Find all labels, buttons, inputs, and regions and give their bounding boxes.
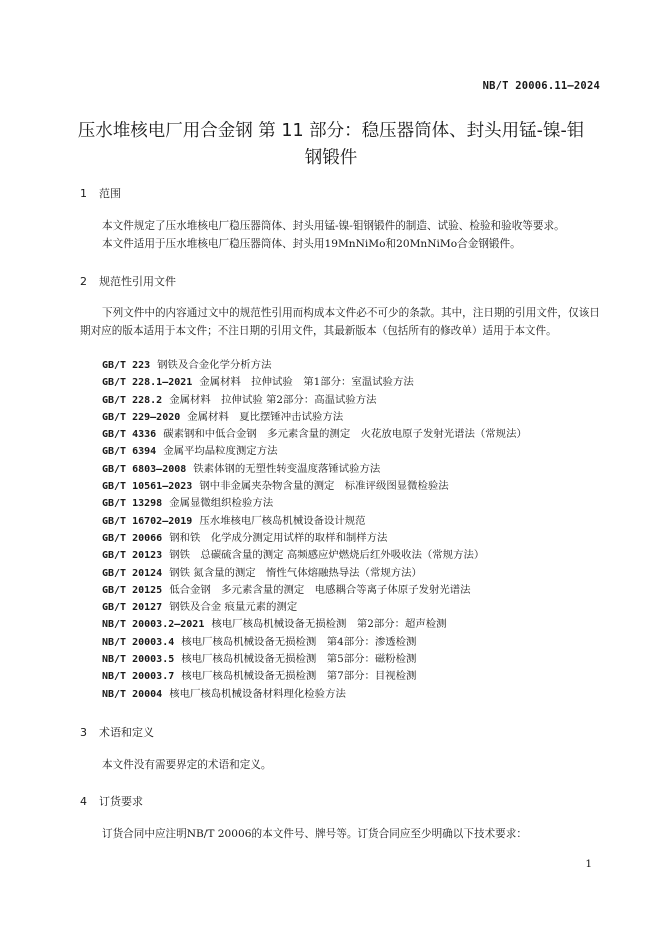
page-number: 1	[585, 858, 592, 870]
section-title: 规范性引用文件	[99, 275, 176, 288]
reference-title: 钢铁及合金化学分析方法	[157, 359, 272, 371]
section-number: 2	[80, 275, 87, 288]
reference-code: GB/T 223	[102, 360, 151, 371]
reference-code: GB/T 20123	[102, 550, 163, 562]
reference-title: 核电厂核岛机械设备无损检测 第4部分：渗透检测	[181, 635, 417, 648]
reference-code: GB/T 228.1—2021	[102, 377, 193, 389]
reference-title: 金属材料 拉伸试验 第1部分：室温试验方法	[199, 376, 414, 389]
paragraph: 下列文件中的内容通过文中的规范性引用而构成本文件必不可少的条款。其中，注日期的引用文件，仅该日期对应的版本适用于本文件；不注日期的引用文件，其最新版本（包括所有的修改单）适用于本文件。	[80, 307, 600, 337]
reference-code: GB/T 10561—2023	[102, 481, 193, 493]
section-4-heading	[80, 793, 143, 809]
reference-code: GB/T 16702—2019	[102, 515, 193, 527]
reference-item	[102, 426, 622, 443]
reference-item	[102, 547, 622, 564]
paragraph: 本文件没有需要界定的术语和定义。	[102, 759, 272, 771]
reference-title: 铁素体钢的无塑性转变温度落锤试验方法	[193, 462, 381, 475]
section-title: 订货要求	[99, 795, 143, 808]
reference-title: 低合金钢 多元素含量的测定 电感耦合等离子体原子发射光谱法	[169, 583, 471, 596]
reference-title: 核电厂核岛机械设备无损检测 第2部分：超声检测	[211, 618, 447, 631]
reference-code: NB/T 20004	[102, 688, 163, 700]
reference-code: GB/T 20127	[102, 602, 163, 614]
section-4-body	[80, 826, 604, 844]
reference-title: 碳素钢和中低合金钢 多元素含量的测定 火花放电原子发射光谱法（常规法）	[163, 428, 527, 441]
section-title: 术语和定义	[99, 726, 154, 739]
reference-title: 核电厂核岛机械设备无损检测 第5部分：磁粉检测	[181, 653, 417, 666]
reference-code: GB/T 229—2020	[102, 411, 181, 423]
section-2-intro	[80, 305, 604, 340]
reference-title: 钢和铁 化学成分测定用试样的取样和制样方法	[169, 531, 388, 544]
section-1-heading	[80, 185, 121, 201]
reference-title: 金属显微组织检验方法	[169, 497, 274, 510]
reference-code: GB/T 6803—2008	[102, 463, 187, 475]
reference-code: GB/T 20066	[102, 532, 163, 544]
document-code: NB/T 20006.11—2024	[482, 80, 600, 92]
reference-title: 金属材料 夏比摆锤冲击试验方法	[187, 410, 344, 423]
reference-title: 金属材料 拉伸试验 第2部分：高温试验方法	[169, 393, 377, 406]
reference-item	[102, 651, 622, 668]
section-3-heading	[80, 724, 154, 740]
reference-item	[102, 599, 622, 616]
reference-item	[102, 686, 622, 703]
reference-item	[102, 374, 622, 391]
reference-code: GB/T 6394	[102, 446, 157, 458]
reference-code: GB/T 228.2	[102, 394, 163, 406]
section-2-heading	[80, 273, 176, 289]
reference-code: NB/T 20003.5	[102, 654, 175, 666]
reference-code: GB/T 4336	[102, 429, 157, 441]
reference-item	[102, 513, 622, 530]
reference-item	[102, 478, 622, 495]
reference-title: 钢铁 氮含量的测定 惰性气体熔融热导法（常规方法）	[169, 566, 422, 579]
reference-title: 核电厂核岛机械设备无损检测 第7部分：目视检测	[181, 670, 417, 683]
reference-title: 压水堆核电厂核岛机械设备设计规范	[199, 514, 366, 527]
reference-item	[102, 565, 622, 582]
reference-item	[102, 530, 622, 547]
reference-title: 金属平均晶粒度测定方法	[163, 445, 278, 458]
section-number: 3	[80, 726, 87, 739]
reference-item	[102, 582, 622, 599]
reference-title: 钢铁 总碳硫含量的测定 高频感应炉燃烧后红外吸收法（常规方法）	[169, 549, 485, 562]
section-3-body	[80, 757, 604, 775]
document-title	[60, 118, 602, 172]
reference-title: 钢中非金属夹杂物含量的测定 标准评级图显微检验法	[199, 480, 449, 493]
reference-item	[102, 634, 622, 651]
reference-list	[102, 357, 622, 703]
reference-item	[102, 357, 622, 374]
reference-code: GB/T 20125	[102, 584, 163, 596]
reference-item	[102, 461, 622, 478]
title-line-2: 钢锻件	[304, 148, 358, 168]
reference-code: NB/T 20003.4	[102, 636, 175, 648]
reference-item	[102, 495, 622, 512]
reference-code: NB/T 20003.7	[102, 671, 175, 683]
title-line-1: 压水堆核电厂用合金钢 第 11 部分：稳压器筒体、封头用锰-镍-钼	[77, 121, 585, 141]
section-number: 1	[80, 187, 87, 200]
paragraph: 本文件规定了压水堆核电厂稳压器筒体、封头用锰-镍-钼钢锻件的制造、试验、检验和验收等要求。	[102, 220, 565, 232]
reference-code: NB/T 20003.2—2021	[102, 619, 205, 631]
reference-item	[102, 616, 622, 633]
reference-code: GB/T 20124	[102, 567, 163, 579]
paragraph: 本文件适用于压水堆核电厂稳压器筒体、封头用19MnNiMo和20MnNiMo合金钢锻件。	[102, 237, 521, 250]
reference-code: GB/T 13298	[102, 498, 163, 510]
reference-item	[102, 392, 622, 409]
section-title: 范围	[99, 187, 121, 200]
reference-title: 钢铁及合金 痕量元素的测定	[169, 601, 298, 614]
reference-item	[102, 443, 622, 460]
section-number: 4	[80, 795, 87, 808]
section-1-body	[80, 218, 604, 253]
reference-title: 核电厂核岛机械设备材料理化检验方法	[169, 687, 346, 700]
reference-item	[102, 409, 622, 426]
paragraph: 订货合同中应注明NB/T 20006的本文件号、牌号等。订货合同应至少明确以下技术要求：	[102, 828, 527, 840]
reference-item	[102, 668, 622, 685]
